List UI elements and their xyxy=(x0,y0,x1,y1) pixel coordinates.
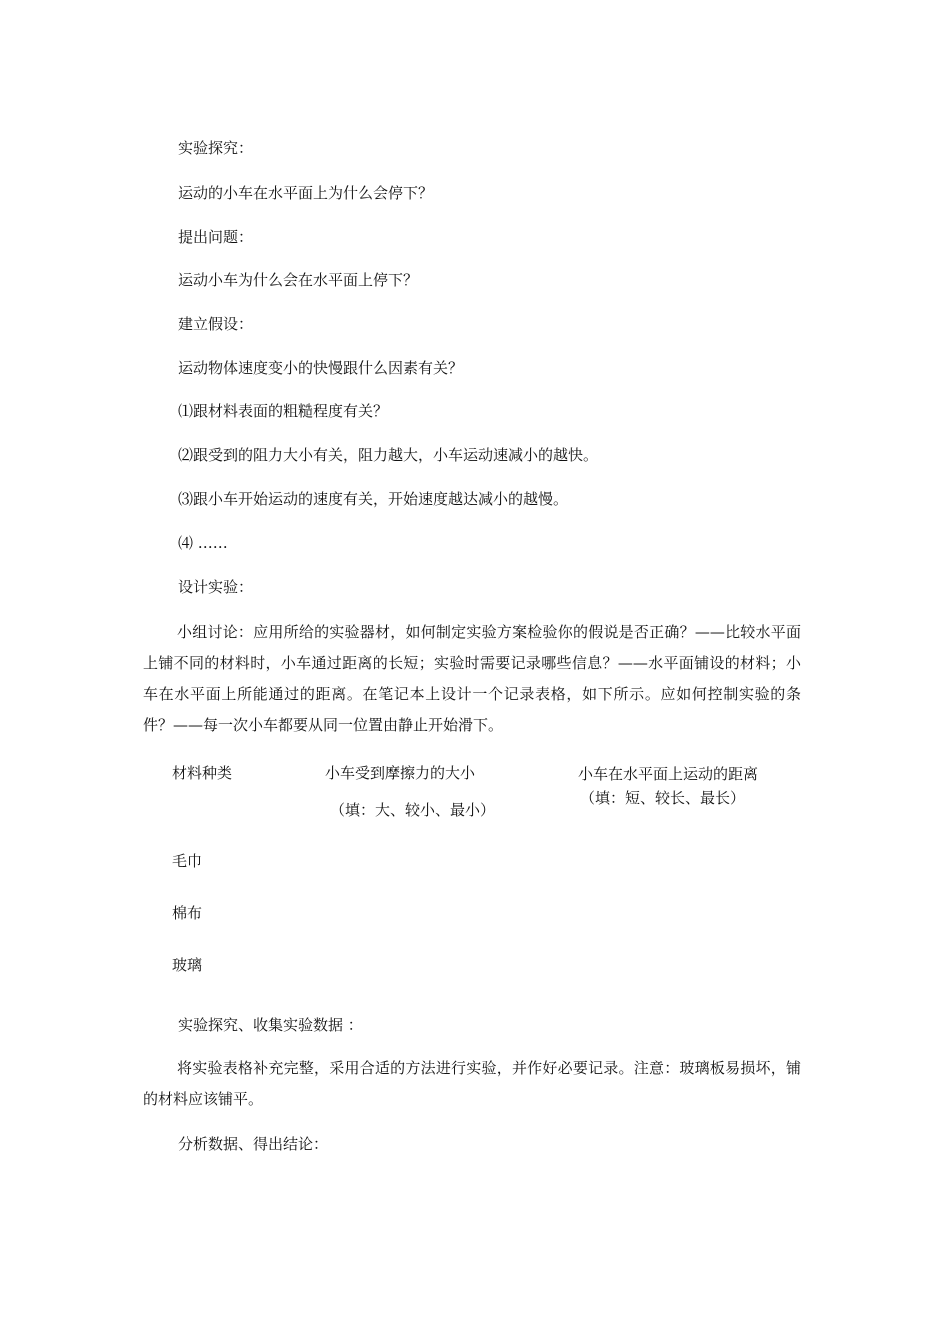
hypothesis-item: ⑴跟材料表面的粗糙程度有关？ xyxy=(178,402,389,420)
table-note-friction: （填：大、较小、最小） xyxy=(330,801,496,819)
heading-design: 设计实验： xyxy=(178,578,254,596)
hypothesis-item: ⑶跟小车开始运动的速度有关，开始速度越达减小的越慢。 xyxy=(178,490,569,508)
table-header-friction: 小车受到摩擦力的大小 xyxy=(325,764,476,782)
hypothesis-item: ⑷ …… xyxy=(178,534,228,552)
hypothesis-item: ⑵跟受到的阻力大小有关，阻力越大，小车运动速减小的越快。 xyxy=(178,446,599,464)
table-row-label: 棉布 xyxy=(172,904,203,922)
question-text: 运动小车为什么会在水平面上停下？ xyxy=(178,271,419,289)
table-note-distance: （填：短、较长、最长） xyxy=(580,789,746,807)
heading-analysis: 分析数据、得出结论： xyxy=(178,1135,329,1153)
table-header-material: 材料种类 xyxy=(172,764,233,782)
design-discussion: 小组讨论：应用所给的实验器材，如何制定实验方案检验你的假说是否正确？——比较水平面上铺不同的材料时，小车通过距离的长短；实验时需要记录哪些信息？——水平面铺设的材料；小车在水平面上所能通过的距离。在笔记本上设计一个记录表格，如下所示。应如何控制实验的条件？——每一次小车都要从同一位置由静止开始滑下。 xyxy=(143,623,801,734)
hypothesis-question: 运动物体速度变小的快慢跟什么因素有关？ xyxy=(178,359,464,377)
heading-question: 提出问题： xyxy=(178,228,254,246)
collect-text: 将实验表格补充完整，采用合适的方法进行实验，并作好必要记录。注意：玻璃板易损坏，铺的材料应该铺平。 xyxy=(143,1059,801,1108)
heading-experiment: 实验探究： xyxy=(178,139,254,157)
heading-hypothesis: 建立假设： xyxy=(178,315,254,333)
table-row-label: 毛巾 xyxy=(172,852,203,870)
table-row-label: 玻璃 xyxy=(172,956,203,974)
heading-collect: 实验探究、收集实验数据 ： xyxy=(178,1016,363,1034)
table-header-distance: 小车在水平面上运动的距离 xyxy=(578,765,759,783)
main-question: 运动的小车在水平面上为什么会停下？ xyxy=(178,184,434,202)
